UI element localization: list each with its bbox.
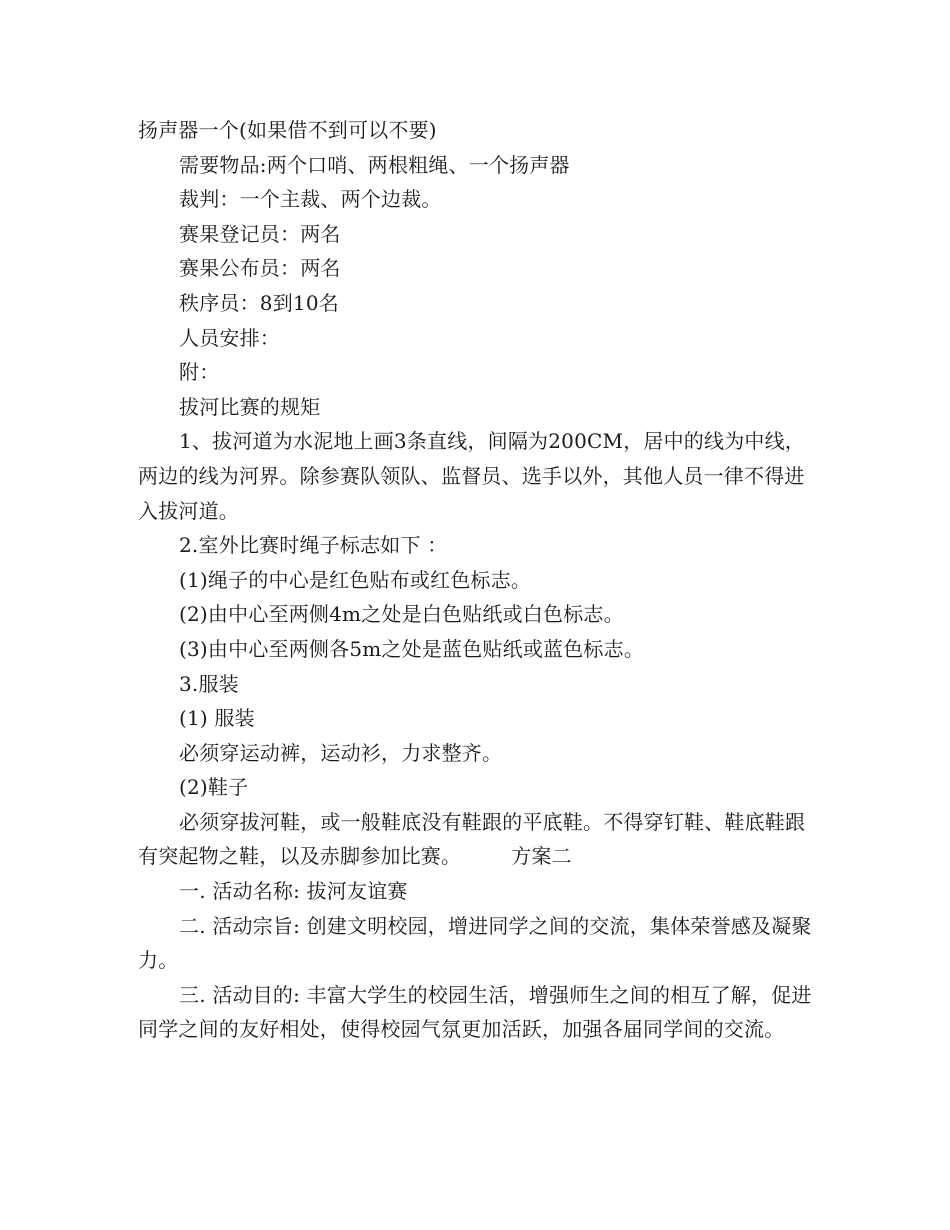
paragraph: (1) 服装	[179, 706, 255, 731]
paragraph: 需要物品:两个口哨、两根粗绳、一个扬声器	[179, 152, 570, 177]
paragraph: 一. 活动名称: 拔河友谊赛	[179, 879, 408, 904]
paragraph: 秩序员：8到10名	[179, 290, 339, 315]
paragraph: (3)由中心至两侧各5m之处是蓝色贴纸或蓝色标志。	[179, 636, 645, 661]
paragraph: 二. 活动宗旨: 创建文明校园，增进同学之间的交流，集体荣誉感及凝聚力。	[138, 913, 812, 973]
paragraph: (2)鞋子	[179, 775, 249, 800]
paragraph: 人员安排：	[179, 325, 280, 350]
paragraph: 拔河比赛的规矩	[179, 394, 321, 419]
paragraph: 3.服装	[179, 671, 239, 696]
paragraph-group-before	[138, 113, 816, 805]
paragraph: 裁判：一个主裁、两个边裁。	[179, 187, 442, 212]
paragraph: 必须穿运动裤，运动衫，力求整齐。	[179, 740, 503, 765]
paragraph-shoes	[138, 805, 816, 874]
paragraph-shoes-text: 必须穿拔河鞋，或一般鞋底没有鞋跟的平底鞋。不得穿钉鞋、鞋底鞋跟有突起物之鞋，以及赤脚参加比赛。	[138, 809, 806, 869]
paragraph: (2)由中心至两侧4m之处是白色贴纸或白色标志。	[179, 602, 624, 627]
paragraph: 赛果登记员：两名	[179, 221, 341, 246]
paragraph: 2.室外比赛时绳子标志如下 ：	[179, 533, 448, 558]
paragraph: 三. 活动目的: 丰富大学生的校园生活，增强师生之间的相互了解，促进同学之间的友好相处，使得校园气氛更加活跃，加强各届同学间的交流。	[138, 982, 812, 1042]
paragraph: 1、拔河道为水泥地上画3条直线，间隔为200CM，居中的线为中线，两边的线为河界。除参赛队领队、监督员、选手以外，其他人员一律不得进入拔河道。	[138, 429, 806, 523]
section-heading-plan-two: 方案二	[511, 844, 572, 869]
paragraph-group-after	[138, 874, 816, 1047]
paragraph: (1)绳子的中心是红色贴布或红色标志。	[179, 567, 532, 592]
document-body	[138, 113, 816, 1047]
paragraph: 扬声器一个(如果借不到可以不要)	[138, 118, 437, 142]
paragraph: 赛果公布员：两名	[179, 256, 341, 281]
paragraph: 附：	[179, 360, 220, 385]
